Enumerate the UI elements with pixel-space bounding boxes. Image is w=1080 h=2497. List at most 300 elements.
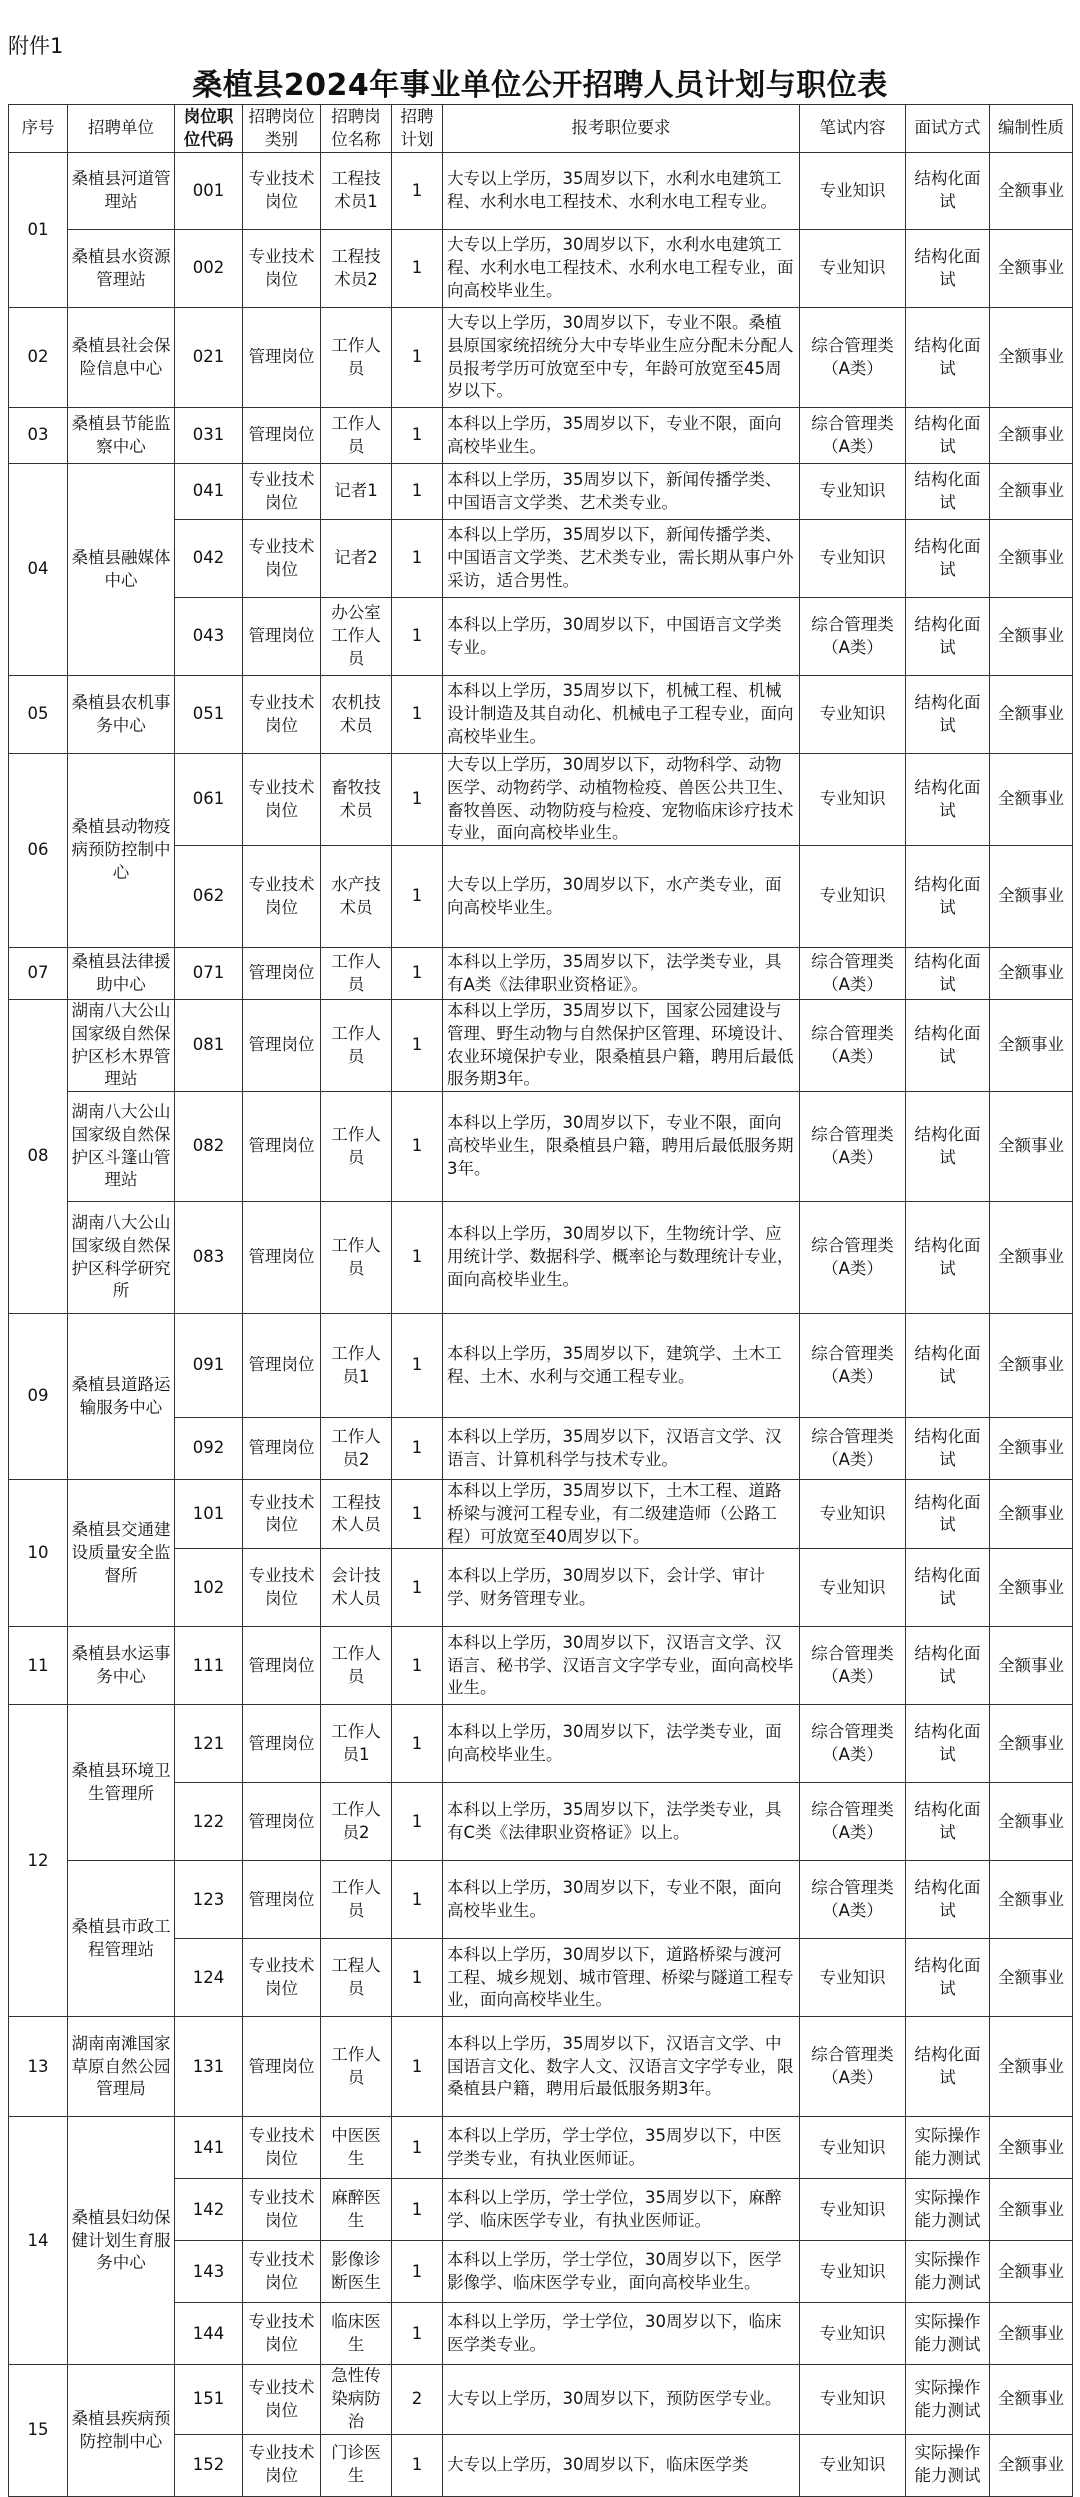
nature-cell: 全额事业 — [990, 1861, 1073, 1939]
plan-cell: 1 — [392, 153, 443, 230]
table-row — [9, 1627, 1073, 1705]
header-nature: 编制性质 — [990, 105, 1073, 153]
header-interview: 面试方式 — [906, 105, 990, 153]
exam-cell: 专业知识 — [800, 2303, 906, 2365]
interview-cell: 结构化面试 — [906, 676, 990, 754]
exam-cell: 综合管理类（A类） — [800, 1861, 906, 1939]
position-cell: 办公室工作人员 — [321, 598, 392, 676]
category-cell: 专业技术岗位 — [243, 2179, 321, 2241]
interview-cell: 结构化面试 — [906, 1202, 990, 1314]
plan-cell: 1 — [392, 1202, 443, 1314]
exam-cell: 综合管理类（A类） — [800, 1314, 906, 1418]
interview-cell: 结构化面试 — [906, 1705, 990, 1783]
interview-cell: 结构化面试 — [906, 1627, 990, 1705]
nature-cell: 全额事业 — [990, 2365, 1073, 2434]
category-cell: 管理岗位 — [243, 1861, 321, 1939]
seq-cell: 07 — [9, 948, 68, 1000]
category-cell: 专业技术岗位 — [243, 2241, 321, 2303]
nature-cell: 全额事业 — [990, 1939, 1073, 2017]
seq-cell: 14 — [9, 2117, 68, 2365]
nature-cell: 全额事业 — [990, 308, 1073, 408]
exam-cell: 综合管理类（A类） — [800, 1418, 906, 1480]
unit-cell: 桑植县河道管理站 — [68, 153, 175, 230]
seq-cell: 06 — [9, 754, 68, 948]
unit-cell: 桑植县动物疫病预防控制中心 — [68, 754, 175, 948]
category-cell: 管理岗位 — [243, 1000, 321, 1092]
header-exam: 笔试内容 — [800, 105, 906, 153]
header-plan: 招聘计划 — [392, 105, 443, 153]
requirement-cell: 本科以上学历，30周岁以下，生物统计学、应用统计学、数据科学、概率论与数理统计专业，面向高校毕业生。 — [443, 1202, 800, 1314]
table-row — [9, 1705, 1073, 1783]
interview-cell: 结构化面试 — [906, 1783, 990, 1861]
interview-cell: 结构化面试 — [906, 230, 990, 308]
plan-cell: 1 — [392, 1000, 443, 1092]
exam-cell: 综合管理类（A类） — [800, 1627, 906, 1705]
code-cell: 142 — [175, 2179, 243, 2241]
attachment-label: 附件1 — [8, 34, 64, 58]
unit-cell: 桑植县农机事务中心 — [68, 676, 175, 754]
nature-cell: 全额事业 — [990, 408, 1073, 464]
exam-cell: 综合管理类（A类） — [800, 2017, 906, 2117]
category-cell: 专业技术岗位 — [243, 676, 321, 754]
code-cell: 152 — [175, 2434, 243, 2496]
category-cell: 管理岗位 — [243, 1705, 321, 1783]
position-cell: 工作人员2 — [321, 1418, 392, 1480]
exam-cell: 专业知识 — [800, 153, 906, 230]
code-cell: 141 — [175, 2117, 243, 2179]
nature-cell: 全额事业 — [990, 2303, 1073, 2365]
table-row — [9, 464, 1073, 520]
header-position: 招聘岗位名称 — [321, 105, 392, 153]
category-cell: 专业技术岗位 — [243, 754, 321, 846]
code-cell: 062 — [175, 846, 243, 948]
plan-cell: 1 — [392, 598, 443, 676]
interview-cell: 结构化面试 — [906, 1418, 990, 1480]
plan-cell: 2 — [392, 2365, 443, 2434]
plan-cell: 1 — [392, 520, 443, 598]
nature-cell: 全额事业 — [990, 1627, 1073, 1705]
category-cell: 专业技术岗位 — [243, 2365, 321, 2434]
requirement-cell: 大专以上学历，30周岁以下，专业不限。桑植县原国家统招统分大中专毕业生应分配未分配人员报考学历可放宽至中专，年龄可放宽至45周岁以下。 — [443, 308, 800, 408]
header-unit: 招聘单位 — [68, 105, 175, 153]
header-row — [9, 105, 1073, 153]
position-cell: 工程技术员2 — [321, 230, 392, 308]
interview-cell: 结构化面试 — [906, 1092, 990, 1202]
unit-cell: 湖南南滩国家草原自然公园管理局 — [68, 2017, 175, 2117]
unit-cell: 桑植县交通建设质量安全监督所 — [68, 1480, 175, 1627]
code-cell: 082 — [175, 1092, 243, 1202]
category-cell: 管理岗位 — [243, 2017, 321, 2117]
code-cell: 061 — [175, 754, 243, 846]
nature-cell: 全额事业 — [990, 2434, 1073, 2496]
position-cell: 会计技术人员 — [321, 1549, 392, 1627]
category-cell: 管理岗位 — [243, 1092, 321, 1202]
table-row — [9, 1000, 1073, 1092]
category-cell: 专业技术岗位 — [243, 2434, 321, 2496]
requirement-cell: 大专以上学历，30周岁以下，预防医学专业。 — [443, 2365, 800, 2434]
position-cell: 麻醉医生 — [321, 2179, 392, 2241]
interview-cell: 结构化面试 — [906, 464, 990, 520]
interview-cell: 结构化面试 — [906, 1480, 990, 1549]
requirement-cell: 大专以上学历，30周岁以下，动物科学、动物医学、动物药学、动植物检疫、兽医公共卫生、畜牧兽医、动物防疫与检疫、宠物临床诊疗技术专业，面向高校毕业生。 — [443, 754, 800, 846]
nature-cell: 全额事业 — [990, 598, 1073, 676]
category-cell: 管理岗位 — [243, 1418, 321, 1480]
table-row — [9, 153, 1073, 230]
code-cell: 001 — [175, 153, 243, 230]
nature-cell: 全额事业 — [990, 464, 1073, 520]
position-cell: 工作人员 — [321, 1092, 392, 1202]
code-cell: 041 — [175, 464, 243, 520]
table-row — [9, 754, 1073, 846]
unit-cell: 桑植县环境卫生管理所 — [68, 1705, 175, 1861]
plan-cell: 1 — [392, 464, 443, 520]
table-row — [9, 1480, 1073, 1549]
code-cell: 043 — [175, 598, 243, 676]
category-cell: 管理岗位 — [243, 308, 321, 408]
exam-cell: 专业知识 — [800, 2434, 906, 2496]
unit-cell: 桑植县妇幼保健计划生育服务中心 — [68, 2117, 175, 2365]
nature-cell: 全额事业 — [990, 1418, 1073, 1480]
nature-cell: 全额事业 — [990, 230, 1073, 308]
nature-cell: 全额事业 — [990, 1314, 1073, 1418]
unit-cell: 湖南八大公山国家级自然保护区斗篷山管理站 — [68, 1092, 175, 1202]
category-cell: 专业技术岗位 — [243, 520, 321, 598]
requirement-cell: 本科以上学历，30周岁以下，汉语言文学、汉语言、秘书学、汉语言文字学专业，面向高校毕业生。 — [443, 1627, 800, 1705]
requirement-cell: 本科以上学历，学士学位，30周岁以下，医学影像学、临床医学专业，面向高校毕业生。 — [443, 2241, 800, 2303]
code-cell: 091 — [175, 1314, 243, 1418]
nature-cell: 全额事业 — [990, 520, 1073, 598]
interview-cell: 结构化面试 — [906, 2017, 990, 2117]
code-cell: 051 — [175, 676, 243, 754]
requirement-cell: 本科以上学历，学士学位，35周岁以下，麻醉学、临床医学专业，有执业医师证。 — [443, 2179, 800, 2241]
code-cell: 143 — [175, 2241, 243, 2303]
table-row — [9, 676, 1073, 754]
category-cell: 管理岗位 — [243, 408, 321, 464]
plan-cell: 1 — [392, 1861, 443, 1939]
table-row — [9, 1314, 1073, 1418]
unit-cell: 桑植县法律援助中心 — [68, 948, 175, 1000]
nature-cell: 全额事业 — [990, 2017, 1073, 2117]
plan-cell: 1 — [392, 2303, 443, 2365]
category-cell: 管理岗位 — [243, 1202, 321, 1314]
exam-cell: 专业知识 — [800, 520, 906, 598]
position-cell: 急性传染病防治 — [321, 2365, 392, 2434]
plan-cell: 1 — [392, 846, 443, 948]
interview-cell: 结构化面试 — [906, 948, 990, 1000]
interview-cell: 实际操作能力测试 — [906, 2303, 990, 2365]
code-cell: 002 — [175, 230, 243, 308]
plan-cell: 1 — [392, 2017, 443, 2117]
code-cell: 121 — [175, 1705, 243, 1783]
seq-cell: 03 — [9, 408, 68, 464]
table-row — [9, 1202, 1073, 1314]
position-cell: 工作人员 — [321, 1202, 392, 1314]
code-cell: 124 — [175, 1939, 243, 2017]
requirement-cell: 本科以上学历，30周岁以下，专业不限，面向高校毕业生。 — [443, 1861, 800, 1939]
requirement-cell: 大专以上学历，35周岁以下，水利水电建筑工程、水利水电工程技术、水利水电工程专业。 — [443, 153, 800, 230]
category-cell: 管理岗位 — [243, 598, 321, 676]
table-row — [9, 2117, 1073, 2179]
position-cell: 临床医生 — [321, 2303, 392, 2365]
seq-cell: 15 — [9, 2365, 68, 2496]
position-cell: 中医医生 — [321, 2117, 392, 2179]
nature-cell: 全额事业 — [990, 1202, 1073, 1314]
plan-cell: 1 — [392, 2241, 443, 2303]
requirement-cell: 本科以上学历，35周岁以下，法学类专业，具有A类《法律职业资格证》。 — [443, 948, 800, 1000]
exam-cell: 综合管理类（A类） — [800, 1202, 906, 1314]
code-cell: 131 — [175, 2017, 243, 2117]
position-cell: 工作人员 — [321, 948, 392, 1000]
plan-cell: 1 — [392, 948, 443, 1000]
seq-cell: 13 — [9, 2017, 68, 2117]
exam-cell: 专业知识 — [800, 846, 906, 948]
code-cell: 083 — [175, 1202, 243, 1314]
category-cell: 专业技术岗位 — [243, 464, 321, 520]
plan-cell: 1 — [392, 1705, 443, 1783]
plan-cell: 1 — [392, 1627, 443, 1705]
plan-cell: 1 — [392, 1314, 443, 1418]
category-cell: 专业技术岗位 — [243, 230, 321, 308]
exam-cell: 专业知识 — [800, 230, 906, 308]
category-cell: 专业技术岗位 — [243, 1480, 321, 1549]
category-cell: 专业技术岗位 — [243, 2303, 321, 2365]
nature-cell: 全额事业 — [990, 2117, 1073, 2179]
exam-cell: 综合管理类（A类） — [800, 408, 906, 464]
exam-cell: 专业知识 — [800, 2365, 906, 2434]
requirement-cell: 本科以上学历，30周岁以下，中国语言文学类专业。 — [443, 598, 800, 676]
plan-cell: 1 — [392, 2117, 443, 2179]
table-row — [9, 2017, 1073, 2117]
position-cell: 水产技术员 — [321, 846, 392, 948]
seq-cell: 04 — [9, 464, 68, 676]
requirement-cell: 大专以上学历，30周岁以下，水产类专业，面向高校毕业生。 — [443, 846, 800, 948]
position-cell: 影像诊断医生 — [321, 2241, 392, 2303]
exam-cell: 专业知识 — [800, 2179, 906, 2241]
requirement-cell: 本科以上学历，35周岁以下，新闻传播学类、中国语言文学类、艺术类专业。 — [443, 464, 800, 520]
position-cell: 门诊医生 — [321, 2434, 392, 2496]
nature-cell: 全额事业 — [990, 948, 1073, 1000]
header-category: 招聘岗位类别 — [243, 105, 321, 153]
exam-cell: 综合管理类（A类） — [800, 1000, 906, 1092]
requirement-cell: 大专以上学历，30周岁以下，水利水电建筑工程、水利水电工程技术、水利水电工程专业，面向高校毕业生。 — [443, 230, 800, 308]
page-title: 桑植县2024年事业单位公开招聘人员计划与职位表 — [192, 68, 888, 103]
requirement-cell: 本科以上学历，35周岁以下，汉语言文学、中国语言文化、数字人文、汉语言文字学专业，限桑植县户籍，聘用后最低服务期3年。 — [443, 2017, 800, 2117]
table-row — [9, 1861, 1073, 1939]
interview-cell: 结构化面试 — [906, 846, 990, 948]
exam-cell: 专业知识 — [800, 754, 906, 846]
position-cell: 工作人员 — [321, 408, 392, 464]
category-cell: 管理岗位 — [243, 1314, 321, 1418]
seq-cell: 08 — [9, 1000, 68, 1314]
exam-cell: 专业知识 — [800, 2117, 906, 2179]
interview-cell: 实际操作能力测试 — [906, 2434, 990, 2496]
seq-cell: 02 — [9, 308, 68, 408]
nature-cell: 全额事业 — [990, 1092, 1073, 1202]
requirement-cell: 本科以上学历，30周岁以下，会计学、审计学、财务管理专业。 — [443, 1549, 800, 1627]
recruitment-table — [8, 104, 1073, 2497]
position-cell: 工作人员 — [321, 2017, 392, 2117]
requirement-cell: 本科以上学历，35周岁以下，土木工程、道路桥梁与渡河工程专业，有二级建造师（公路工程）可放宽至40周岁以下。 — [443, 1480, 800, 1549]
plan-cell: 1 — [392, 754, 443, 846]
nature-cell: 全额事业 — [990, 676, 1073, 754]
requirement-cell: 本科以上学历，35周岁以下，法学类专业，具有C类《法律职业资格证》以上。 — [443, 1783, 800, 1861]
table-row — [9, 2365, 1073, 2434]
unit-cell: 桑植县水运事务中心 — [68, 1627, 175, 1705]
code-cell: 071 — [175, 948, 243, 1000]
requirement-cell: 本科以上学历，35周岁以下，汉语言文学、汉语言、计算机科学与技术专业。 — [443, 1418, 800, 1480]
code-cell: 031 — [175, 408, 243, 464]
code-cell: 021 — [175, 308, 243, 408]
requirement-cell: 本科以上学历，35周岁以下，专业不限，面向高校毕业生。 — [443, 408, 800, 464]
unit-cell: 桑植县疾病预防控制中心 — [68, 2365, 175, 2496]
position-cell: 工程人员 — [321, 1939, 392, 2017]
requirement-cell: 本科以上学历，学士学位，35周岁以下，中医学类专业，有执业医师证。 — [443, 2117, 800, 2179]
position-cell: 工作人员2 — [321, 1783, 392, 1861]
code-cell: 123 — [175, 1861, 243, 1939]
requirement-cell: 本科以上学历，35周岁以下，机械工程、机械设计制造及其自动化、机械电子工程专业，面向高校毕业生。 — [443, 676, 800, 754]
interview-cell: 实际操作能力测试 — [906, 2365, 990, 2434]
position-cell: 工作人员 — [321, 308, 392, 408]
seq-cell: 11 — [9, 1627, 68, 1705]
header-seq: 序号 — [9, 105, 68, 153]
seq-cell: 01 — [9, 153, 68, 308]
seq-cell: 09 — [9, 1314, 68, 1480]
position-cell: 工作人员1 — [321, 1314, 392, 1418]
interview-cell: 结构化面试 — [906, 408, 990, 464]
unit-cell: 湖南八大公山国家级自然保护区科学研究所 — [68, 1202, 175, 1314]
exam-cell: 综合管理类（A类） — [800, 1092, 906, 1202]
nature-cell: 全额事业 — [990, 754, 1073, 846]
nature-cell: 全额事业 — [990, 1000, 1073, 1092]
unit-cell: 湖南八大公山国家级自然保护区杉木界管理站 — [68, 1000, 175, 1092]
category-cell: 专业技术岗位 — [243, 1939, 321, 2017]
table-row — [9, 308, 1073, 408]
position-cell: 记者1 — [321, 464, 392, 520]
code-cell: 111 — [175, 1627, 243, 1705]
nature-cell: 全额事业 — [990, 2179, 1073, 2241]
category-cell: 管理岗位 — [243, 948, 321, 1000]
position-cell: 工作人员1 — [321, 1705, 392, 1783]
code-cell: 144 — [175, 2303, 243, 2365]
seq-cell: 10 — [9, 1480, 68, 1627]
nature-cell: 全额事业 — [990, 153, 1073, 230]
category-cell: 管理岗位 — [243, 1783, 321, 1861]
unit-cell: 桑植县市政工程管理站 — [68, 1861, 175, 2017]
exam-cell: 综合管理类（A类） — [800, 948, 906, 1000]
requirement-cell: 本科以上学历，30周岁以下，法学类专业，面向高校毕业生。 — [443, 1705, 800, 1783]
unit-cell: 桑植县社会保险信息中心 — [68, 308, 175, 408]
code-cell: 092 — [175, 1418, 243, 1480]
interview-cell: 结构化面试 — [906, 1861, 990, 1939]
nature-cell: 全额事业 — [990, 1783, 1073, 1861]
header-code: 岗位职位代码 — [175, 105, 243, 153]
table-row — [9, 1092, 1073, 1202]
seq-cell: 05 — [9, 676, 68, 754]
exam-cell: 专业知识 — [800, 2241, 906, 2303]
plan-cell: 1 — [392, 1418, 443, 1480]
code-cell: 122 — [175, 1783, 243, 1861]
interview-cell: 结构化面试 — [906, 1000, 990, 1092]
position-cell: 工作人员 — [321, 1627, 392, 1705]
unit-cell: 桑植县水资源管理站 — [68, 230, 175, 308]
interview-cell: 结构化面试 — [906, 1549, 990, 1627]
position-cell: 畜牧技术员 — [321, 754, 392, 846]
position-cell: 工程技术员1 — [321, 153, 392, 230]
requirement-cell: 本科以上学历，35周岁以下，新闻传播学类、中国语言文学类、艺术类专业，需长期从事户外采访，适合男性。 — [443, 520, 800, 598]
code-cell: 101 — [175, 1480, 243, 1549]
interview-cell: 实际操作能力测试 — [906, 2179, 990, 2241]
exam-cell: 专业知识 — [800, 1939, 906, 2017]
category-cell: 专业技术岗位 — [243, 2117, 321, 2179]
requirement-cell: 本科以上学历，学士学位，30周岁以下，临床医学类专业。 — [443, 2303, 800, 2365]
position-cell: 记者2 — [321, 520, 392, 598]
plan-cell: 1 — [392, 1480, 443, 1549]
interview-cell: 结构化面试 — [906, 598, 990, 676]
category-cell: 专业技术岗位 — [243, 846, 321, 948]
plan-cell: 1 — [392, 2434, 443, 2496]
code-cell: 042 — [175, 520, 243, 598]
exam-cell: 专业知识 — [800, 464, 906, 520]
nature-cell: 全额事业 — [990, 2241, 1073, 2303]
exam-cell: 专业知识 — [800, 1480, 906, 1549]
unit-cell: 桑植县道路运输服务中心 — [68, 1314, 175, 1480]
interview-cell: 结构化面试 — [906, 153, 990, 230]
plan-cell: 1 — [392, 2179, 443, 2241]
exam-cell: 专业知识 — [800, 676, 906, 754]
exam-cell: 综合管理类（A类） — [800, 1705, 906, 1783]
interview-cell: 结构化面试 — [906, 1314, 990, 1418]
header-requirement: 报考职位要求 — [443, 105, 800, 153]
plan-cell: 1 — [392, 1092, 443, 1202]
exam-cell: 专业知识 — [800, 1549, 906, 1627]
position-cell: 工程技术人员 — [321, 1480, 392, 1549]
category-cell: 管理岗位 — [243, 1627, 321, 1705]
nature-cell: 全额事业 — [990, 1549, 1073, 1627]
requirement-cell: 本科以上学历，35周岁以下，建筑学、土木工程、土木、水利与交通工程专业。 — [443, 1314, 800, 1418]
exam-cell: 综合管理类（A类） — [800, 308, 906, 408]
interview-cell: 结构化面试 — [906, 308, 990, 408]
category-cell: 专业技术岗位 — [243, 1549, 321, 1627]
exam-cell: 综合管理类（A类） — [800, 1783, 906, 1861]
category-cell: 专业技术岗位 — [243, 153, 321, 230]
plan-cell: 1 — [392, 230, 443, 308]
plan-cell: 1 — [392, 308, 443, 408]
seq-cell: 12 — [9, 1705, 68, 2017]
exam-cell: 综合管理类（A类） — [800, 598, 906, 676]
interview-cell: 结构化面试 — [906, 520, 990, 598]
nature-cell: 全额事业 — [990, 1705, 1073, 1783]
plan-cell: 1 — [392, 1783, 443, 1861]
table-row — [9, 230, 1073, 308]
unit-cell: 桑植县节能监察中心 — [68, 408, 175, 464]
unit-cell: 桑植县融媒体中心 — [68, 464, 175, 676]
table-row — [9, 408, 1073, 464]
code-cell: 151 — [175, 2365, 243, 2434]
plan-cell: 1 — [392, 408, 443, 464]
interview-cell: 结构化面试 — [906, 754, 990, 846]
interview-cell: 实际操作能力测试 — [906, 2241, 990, 2303]
nature-cell: 全额事业 — [990, 846, 1073, 948]
requirement-cell: 本科以上学历，30周岁以下，专业不限，面向高校毕业生，限桑植县户籍，聘用后最低服务期3年。 — [443, 1092, 800, 1202]
requirement-cell: 本科以上学历，35周岁以下，国家公园建设与管理、野生动物与自然保护区管理、环境设计、农业环境保护专业，限桑植县户籍，聘用后最低服务期3年。 — [443, 1000, 800, 1092]
nature-cell: 全额事业 — [990, 1480, 1073, 1549]
table-row — [9, 948, 1073, 1000]
position-cell: 农机技术员 — [321, 676, 392, 754]
requirement-cell: 本科以上学历，30周岁以下，道路桥梁与渡河工程、城乡规划、城市管理、桥梁与隧道工程专业，面向高校毕业生。 — [443, 1939, 800, 2017]
interview-cell: 结构化面试 — [906, 1939, 990, 2017]
requirement-cell: 大专以上学历，30周岁以下，临床医学类 — [443, 2434, 800, 2496]
code-cell: 081 — [175, 1000, 243, 1092]
